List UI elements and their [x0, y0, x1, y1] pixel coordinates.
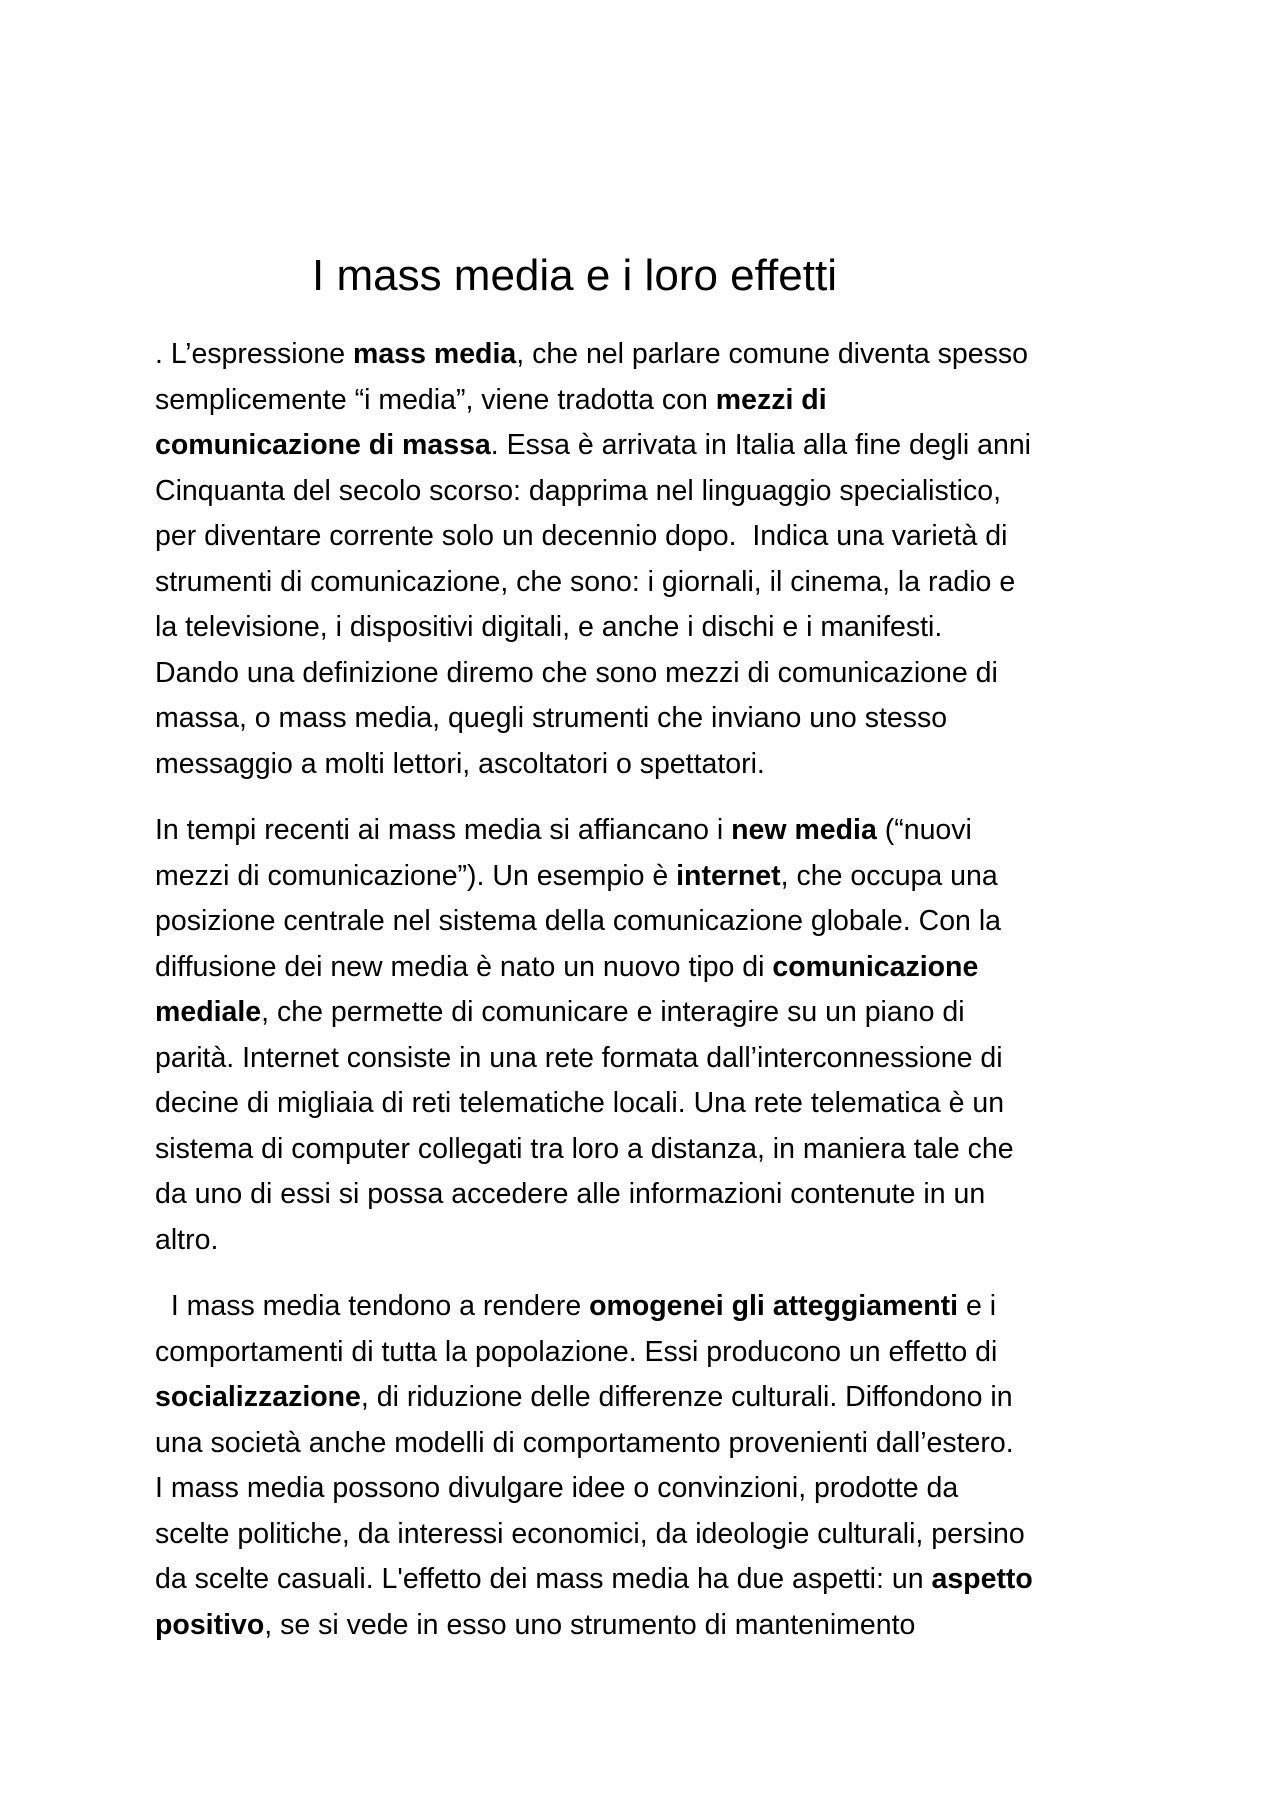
text-run: , che occupa una	[780, 859, 998, 892]
paragraph-1	[155, 332, 1165, 787]
text-line	[155, 742, 1165, 788]
text-line	[155, 1512, 1165, 1558]
text-run: posizione centrale nel sistema della comunicazione globale. Con la	[155, 905, 1001, 937]
text-line	[155, 990, 1165, 1036]
text-run: , che permette di comunicare e interagire su un piano di	[261, 996, 965, 1028]
text-run: I mass media tendono a rendere	[155, 1290, 590, 1322]
bold-term: new media	[731, 814, 877, 846]
bold-term: aspetto	[931, 1563, 1033, 1595]
text-line	[155, 1375, 1165, 1421]
text-run: la televisione, i dispositivi digitali, e anche i dischi e i manifesti.	[155, 611, 943, 643]
text-line	[155, 945, 1165, 991]
text-run: comportamenti di tutta la popolazione. Essi producono un effetto di	[155, 1335, 998, 1368]
text-run: diffusione dei new media è nato un nuovo tipo di	[155, 950, 773, 983]
page-title: I mass media e i loro effetti	[312, 251, 837, 300]
text-run: massa, o mass media, quegli strumenti che inviano uno stesso	[155, 702, 948, 734]
text-line	[155, 514, 1165, 560]
text-run: . Essa è arrivata in Italia alla fine degli anni	[490, 429, 1032, 461]
text-line	[155, 469, 1165, 515]
text-run: decine di migliaia di reti telematiche locali. Una rete telematica è un	[155, 1087, 1005, 1119]
text-line	[155, 808, 1165, 854]
text-line	[155, 696, 1165, 742]
text-line	[155, 651, 1165, 697]
bold-term: omogenei gli atteggiamenti	[589, 1290, 959, 1322]
paragraph-3	[155, 1284, 1165, 1648]
text-line	[155, 332, 1165, 378]
text-run: da uno di essi si possa accedere alle informazioni contenute in un	[155, 1178, 986, 1210]
text-run: scelte politiche, da interessi economici, da ideologie culturali, persino	[155, 1517, 1025, 1550]
text-line	[155, 1127, 1165, 1173]
text-line	[155, 1557, 1165, 1603]
text-run: In tempi recenti ai mass media si affiancano i	[155, 814, 732, 846]
text-line	[155, 1172, 1165, 1218]
text-run: semplicemente “i media”, viene tradotta con	[155, 383, 716, 416]
text-run: (“nuovi	[876, 814, 972, 846]
text-run: altro.	[155, 1223, 219, 1256]
bold-term: internet	[676, 859, 781, 892]
text-run: per diventare corrente solo un decennio dopo. Indica una varietà di	[155, 520, 1008, 552]
text-run: I mass media possono divulgare idee o convinzioni, prodotte da	[155, 1472, 959, 1504]
text-line	[155, 1218, 1165, 1264]
text-line	[155, 1421, 1165, 1467]
bold-term: comunicazione di massa	[155, 429, 491, 461]
bold-term: mass media	[353, 338, 517, 370]
text-run: , se si vede in esso uno strumento di mantenimento	[264, 1608, 916, 1641]
text-line	[155, 1284, 1165, 1330]
bold-term: mediale	[155, 996, 262, 1028]
bold-term: mezzi di	[715, 383, 827, 416]
paragraph-2	[155, 808, 1165, 1263]
text-run: . L’espressione	[155, 338, 354, 370]
text-run: messaggio a molti lettori, ascoltatori o spettatori.	[155, 747, 765, 780]
text-line	[155, 423, 1165, 469]
text-run: parità. Internet consiste in una rete formata dall’interconnessione di	[155, 1041, 1003, 1074]
text-run: Cinquanta del secolo scorso: dapprima nel linguaggio specialistico,	[155, 474, 1001, 507]
text-line	[155, 854, 1165, 900]
text-line	[155, 560, 1165, 606]
bold-term: socializzazione	[155, 1381, 361, 1413]
text-run: , che nel parlare comune diventa spesso	[516, 338, 1028, 370]
text-line	[155, 1603, 1165, 1649]
bold-term: positivo	[155, 1608, 265, 1641]
text-line	[155, 899, 1165, 945]
bold-term: comunicazione	[772, 950, 979, 983]
text-line	[155, 1081, 1165, 1127]
text-run: e i	[958, 1290, 997, 1322]
text-run: da scelte casuali. L'effetto dei mass media ha due aspetti: un	[155, 1563, 932, 1595]
text-line	[155, 1036, 1165, 1082]
text-line	[155, 1466, 1165, 1512]
text-run: sistema di computer collegati tra loro a distanza, in maniera tale che	[155, 1132, 1014, 1165]
text-line	[155, 605, 1165, 651]
text-line	[155, 378, 1165, 424]
text-run: mezzi di comunicazione”). Un esempio è	[155, 859, 677, 892]
text-run: strumenti di comunicazione, che sono: i giornali, il cinema, la radio e	[155, 565, 1016, 598]
text-run: Dando una definizione diremo che sono mezzi di comunicazione di	[155, 656, 998, 689]
text-run: una società anche modelli di comportamento provenienti dall’estero.	[155, 1426, 1014, 1459]
text-run: , di riduzione delle differenze culturali. Diffondono in	[360, 1381, 1013, 1413]
text-line	[155, 1330, 1165, 1376]
